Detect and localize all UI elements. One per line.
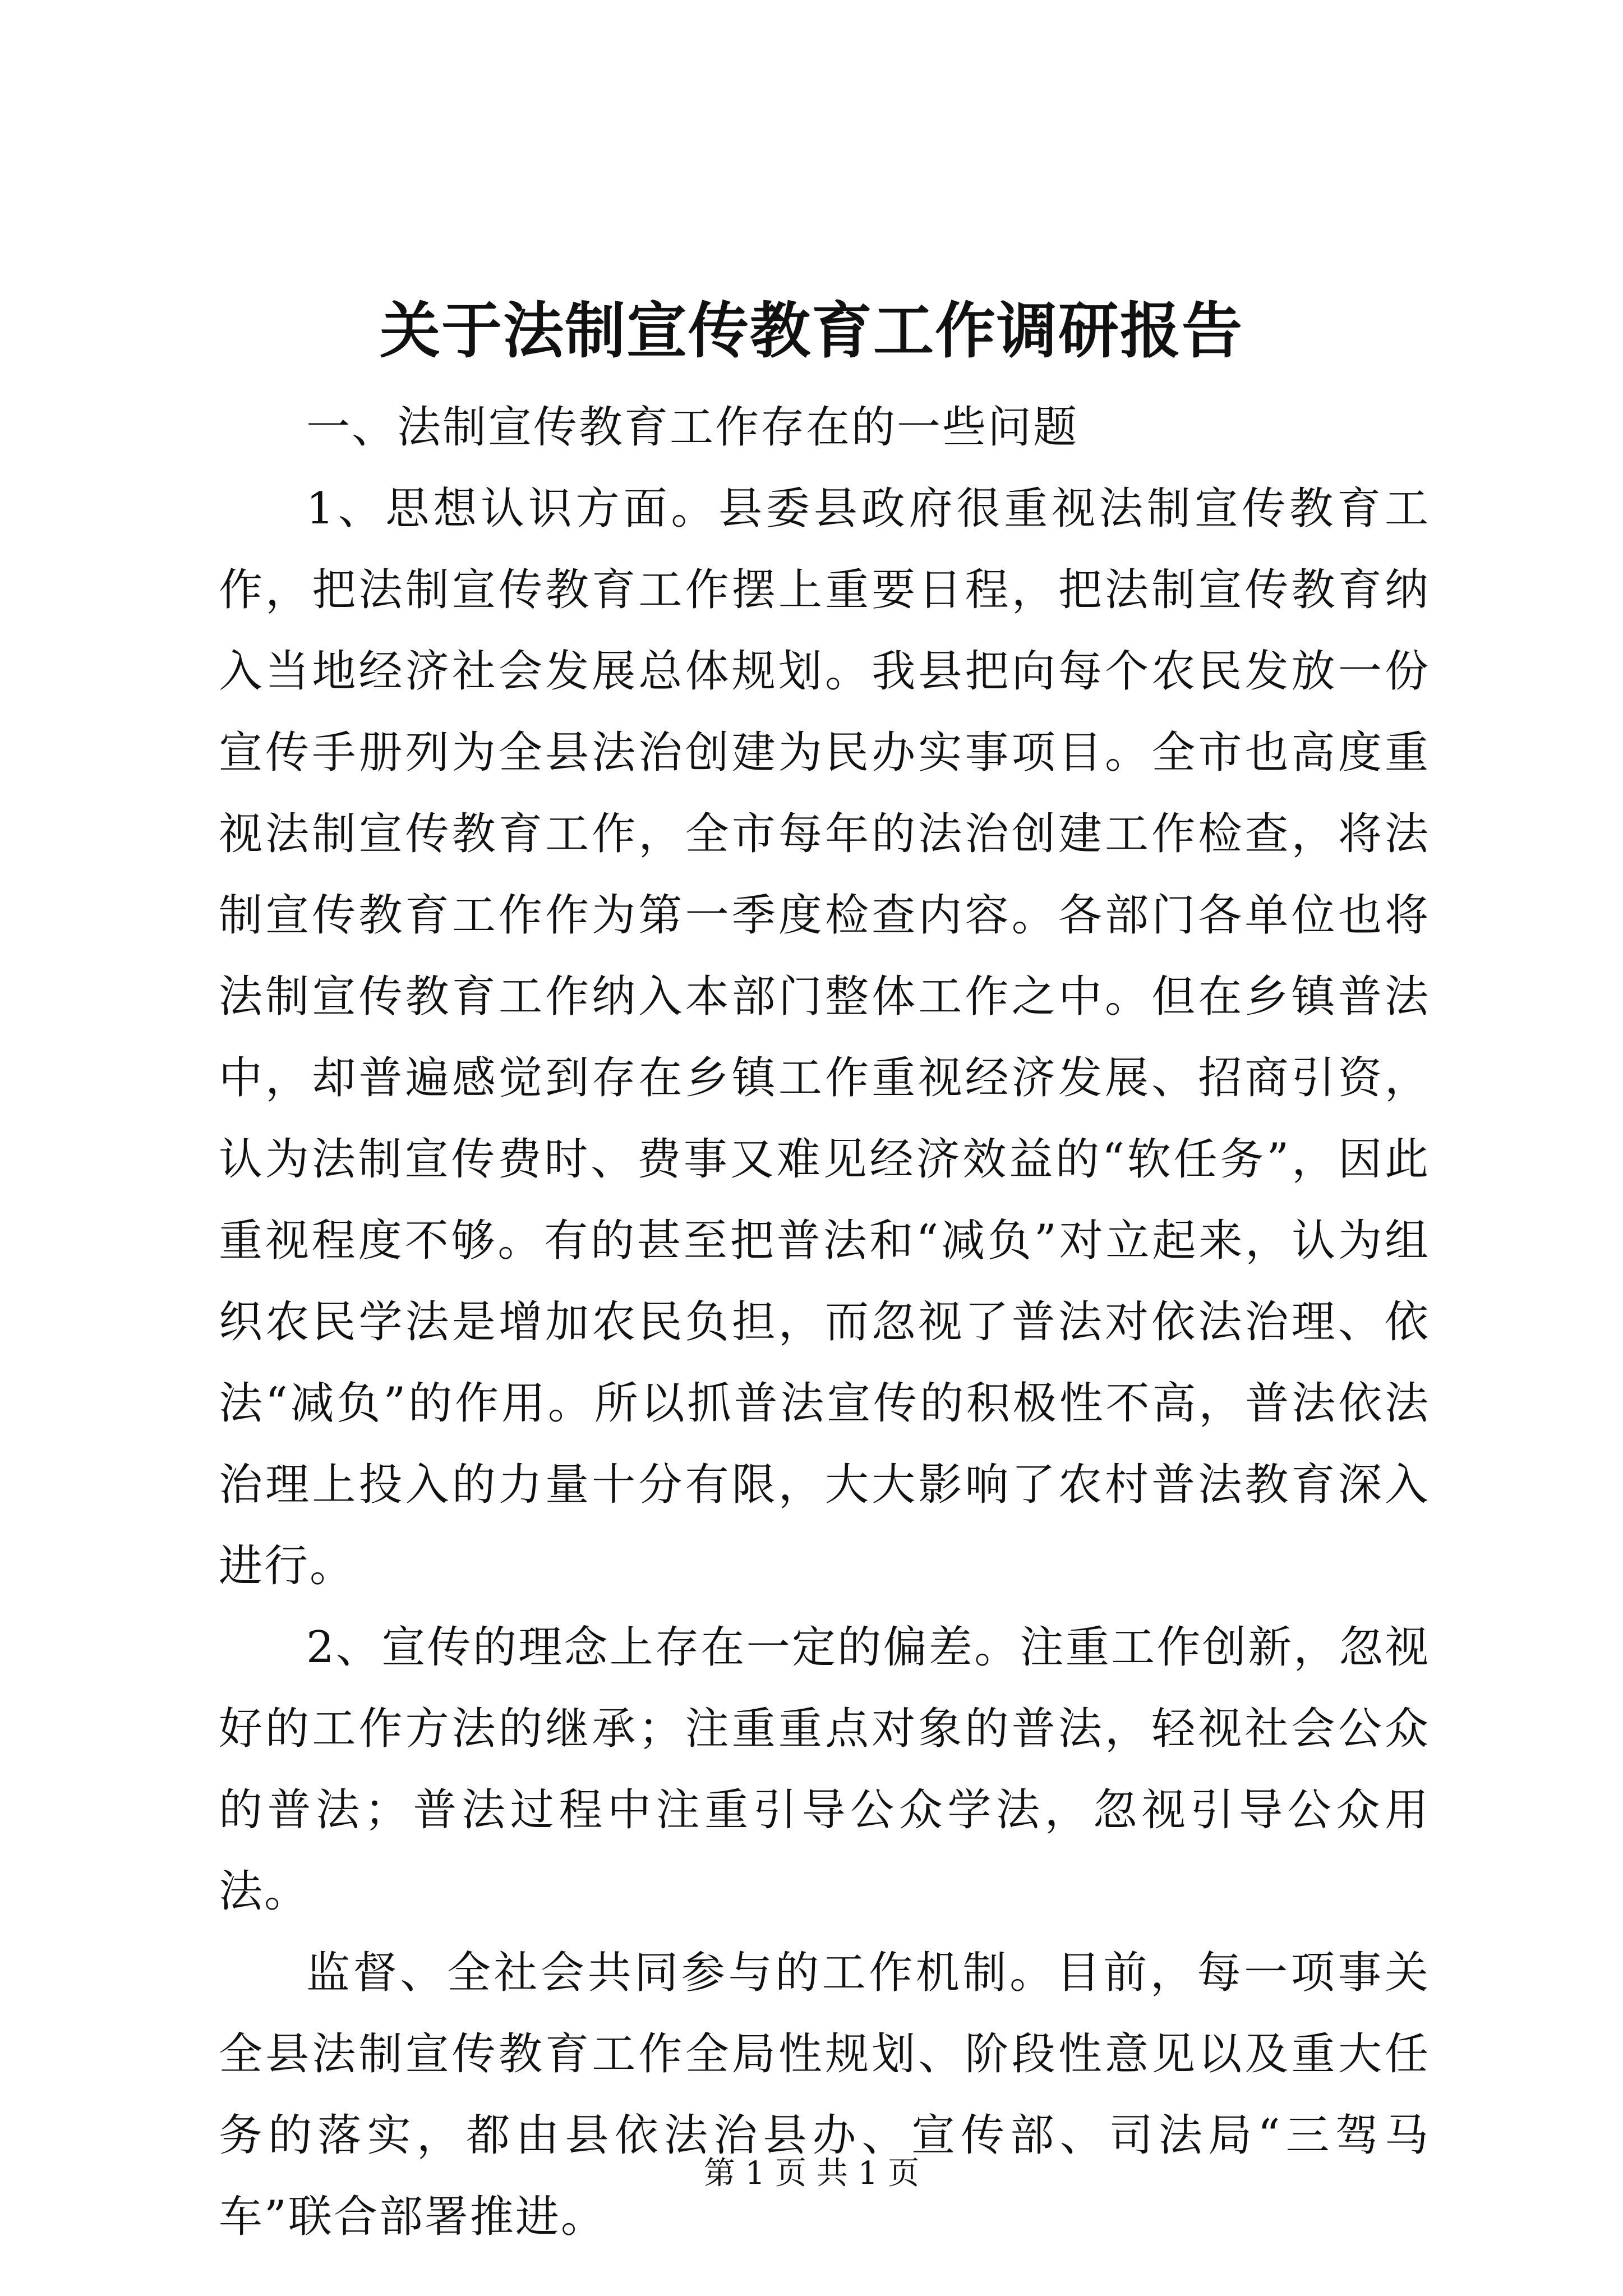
document-title: 关于法制宣传教育工作调研报告	[379, 296, 1243, 366]
paragraph-supervision-mechanism: 监督、全社会共同参与的工作机制。目前，每一项事关全县法制宣传教育工作全局性规划、阶段性意见以及重大任务的落实，都由县依法治县办、宣传部、司法局“三驾马车”联合部署推进。	[219, 1948, 1430, 2242]
paragraph-ideological-awareness: 1、思想认识方面。县委县政府很重视法制宣传教育工作，把法制宣传教育工作摆上重要日程，把法制宣传教育纳入当地经济社会发展总体规划。我县把向每个农民发放一份宣传手册列为全县法治创建为民办实事项目。全市也高度重视法制宣传教育工作，全市每年的法治创建工作检查，将法制宣传教育工作作为第一季度检查内容。各部门各单位也将法制宣传教育工作纳入本部门整体工作之中。但在乡镇普法中，却普遍感觉到存在乡镇工作重视经济发展、招商引资，认为法制宣传费时、费事又难见经济效益的“软任务”，因此重视程度不够。有的甚至把普法和“减负”对立起来，认为组织农民学法是增加农民负担，而忽视了普法对依法治理、依法“减负”的作用。所以抓普法宣传的积极性不高，普法依法治理上投入的力量十分有限，大大影响了农村普法教育深入进行。	[219, 484, 1430, 1591]
paragraph-publicity-concept: 2、宣传的理念上存在一定的偏差。注重工作创新，忽视好的工作方法的继承；注重重点对象的普法，轻视社会公众的普法；普法过程中注重引导公众学法，忽视引导公众用法。	[219, 1622, 1430, 1917]
document-body	[219, 387, 1430, 2258]
page-footer: 第 1 页 共 1 页	[703, 2155, 920, 2192]
section-heading: 一、法制宣传教育工作存在的一些问题	[306, 402, 1079, 453]
